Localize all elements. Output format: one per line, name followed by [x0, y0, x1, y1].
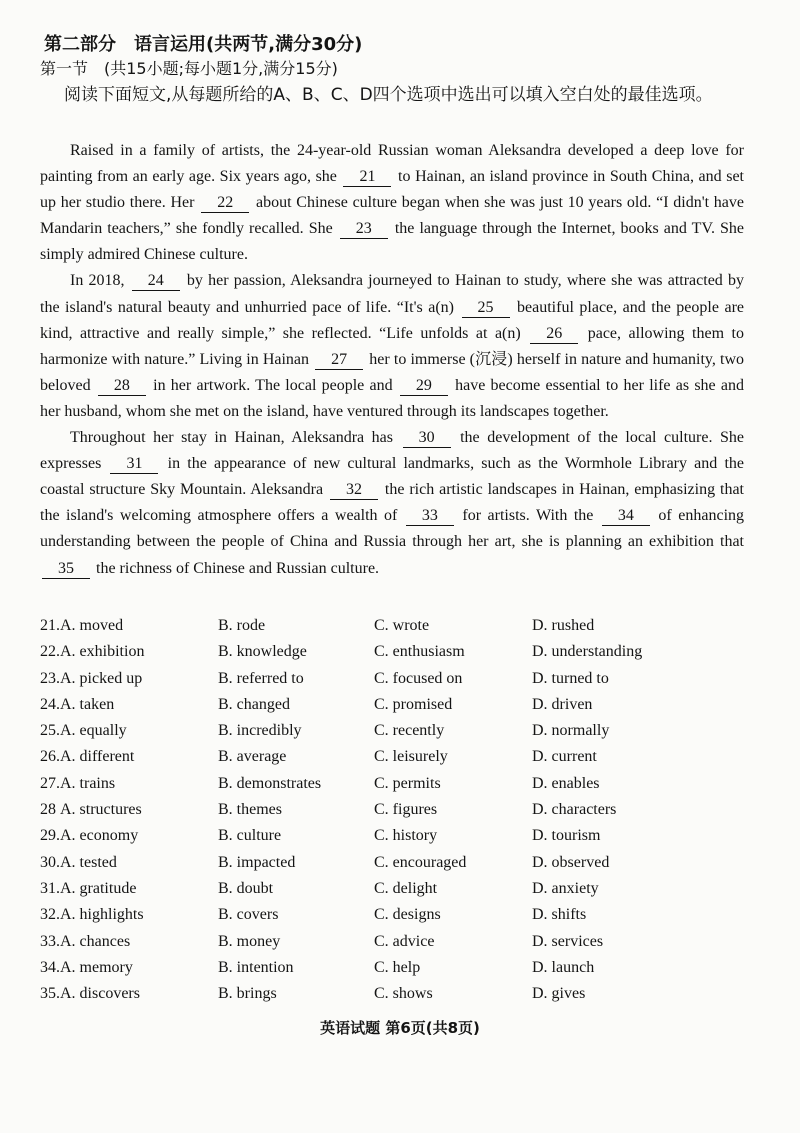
blank-34: 34	[602, 506, 650, 526]
option-row	[40, 719, 760, 745]
option-b: B. covers	[218, 906, 279, 924]
question-number: 23.	[40, 669, 60, 687]
blank-21: 21	[343, 167, 391, 187]
question-number: 34.	[40, 958, 60, 976]
answer-options	[40, 614, 760, 1008]
option-c: C. wrote	[374, 617, 430, 634]
option-d: D. anxiety	[532, 879, 599, 897]
option-row	[40, 798, 760, 824]
option-a: A. highlights	[60, 906, 144, 924]
blank-26: 26	[530, 324, 578, 344]
option-a: A. tested	[60, 853, 117, 871]
option-c: C. permits	[374, 774, 441, 792]
option-b: B. rode	[218, 617, 266, 634]
option-row	[40, 772, 760, 798]
option-b: B. incredibly	[218, 722, 302, 740]
option-c: C. designs	[374, 906, 441, 924]
question-number: 31.	[40, 879, 60, 897]
option-c: C. leisurely	[374, 748, 448, 766]
option-d: D. turned to	[532, 669, 609, 687]
passage-paragraph: Throughout her stay in Hainan, Aleksandra has 30 the development of the local culture. She expresses 31 in the appearance of new cultural landmarks, such as the Wormhole Library and the coastal structure Sky Mountain. Aleksandra 32 the rich artistic landscapes in Hainan, emphasizing that the island's welcoming atmosphere offers a wealth of 33 for artists. With the 34 of enhancing understanding between the people of China and Russia through her art, she is planning an exhibition that 35 the richness of Chinese and Russian culture.	[40, 429, 745, 577]
option-row	[40, 667, 760, 693]
question-number: 24.	[40, 695, 60, 713]
option-d: D. shifts	[532, 906, 587, 924]
question-number: 28	[40, 801, 56, 819]
blank-22: 22	[201, 193, 249, 213]
option-a: A. gratitude	[60, 879, 137, 897]
blank-29: 29	[400, 376, 448, 396]
blank-28: 28	[98, 376, 146, 396]
option-a: A. moved	[60, 617, 124, 634]
instructions: 阅读下面短文,从每题所给的A、B、C、D四个选项中选出可以填入空白处的最佳选项。	[64, 85, 713, 105]
blank-33: 33	[406, 506, 454, 526]
option-b: B. knowledge	[218, 643, 307, 661]
blank-35: 35	[42, 559, 90, 579]
option-a: A. chances	[60, 932, 131, 950]
blank-27: 27	[315, 350, 363, 370]
question-number: 22.	[40, 643, 60, 661]
question-number: 33.	[40, 932, 60, 950]
blank-30: 30	[403, 428, 451, 448]
blank-25: 25	[462, 298, 510, 318]
option-a: A. discovers	[60, 985, 140, 1003]
option-row	[40, 640, 760, 666]
passage-paragraph: Raised in a family of artists, the 24-year-old Russian woman Aleksandra developed a deep love for painting from an early age. Six years ago, she 21 to Hainan, an island province in South China, and set up her studio there. Her 22 about Chinese culture began when she was just 10 years old. “I didn't have Mandarin teachers,” she fondly recalled. She 23 the language through the Internet, books and TV. She simply admired Chinese culture.	[40, 142, 745, 264]
blank-24: 24	[132, 271, 180, 291]
option-c: C. history	[374, 827, 438, 845]
option-d: D. understanding	[532, 643, 643, 661]
option-c: C. promised	[374, 695, 453, 713]
option-row	[40, 903, 760, 929]
option-d: D. driven	[532, 695, 593, 713]
option-b: B. demonstrates	[218, 774, 322, 792]
option-a: A. equally	[60, 722, 127, 740]
cloze-passage	[40, 138, 744, 582]
question-number: 27.	[40, 774, 60, 792]
part-title: 第二部分 语言运用(共两节,满分30分)	[44, 34, 363, 55]
option-row	[40, 930, 760, 956]
option-d: D. enables	[532, 774, 600, 792]
option-b: B. brings	[218, 985, 277, 1003]
option-b: B. changed	[218, 695, 290, 713]
option-c: C. focused on	[374, 669, 463, 687]
option-d: D. observed	[532, 853, 610, 871]
option-c: C. recently	[374, 722, 445, 740]
question-number: 26.	[40, 748, 60, 766]
section-title: 第一节 (共15小题;每小题1分,满分15分)	[40, 59, 338, 78]
option-d: D. gives	[532, 985, 586, 1003]
question-number: 35.	[40, 985, 60, 1003]
blank-23: 23	[340, 219, 388, 239]
option-d: D. launch	[532, 958, 595, 976]
blank-32: 32	[330, 480, 378, 500]
option-b: B. intention	[218, 958, 294, 976]
option-a: A. exhibition	[60, 643, 145, 661]
option-a: A. memory	[60, 958, 133, 976]
option-row	[40, 851, 760, 877]
option-b: B. doubt	[218, 879, 274, 897]
option-row	[40, 614, 760, 640]
option-c: C. encouraged	[374, 853, 467, 871]
option-b: B. impacted	[218, 853, 296, 871]
option-a: A. economy	[60, 827, 139, 845]
option-row	[40, 982, 760, 1008]
option-a: A. trains	[60, 774, 116, 792]
option-c: C. enthusiasm	[374, 643, 465, 661]
option-d: D. normally	[532, 722, 610, 740]
option-a: A. picked up	[60, 669, 143, 687]
option-c: C. figures	[374, 801, 438, 819]
option-b: B. money	[218, 932, 281, 950]
option-c: C. advice	[374, 932, 435, 950]
passage-paragraph: In 2018, 24 by her passion, Aleksandra journeyed to Hainan to study, where she was attracted by the island's natural beauty and unhurried pace of life. “It's a(n) 25 beautiful place, and the people are kind, attractive and really simple,” she reflected. “Life unfolds at a(n) 26 pace, allowing them to harmonize with nature.” Living in Hainan 27 her to immerse (沉浸) herself in nature and humanity, two beloved 28 in her artwork. The local people and 29 have become essential to her life as she and her husband, whom she met on the island, have ventured through its landscapes together.	[40, 272, 745, 420]
option-b: B. culture	[218, 827, 282, 845]
option-c: C. shows	[374, 985, 433, 1003]
question-number: 29.	[40, 827, 60, 845]
option-a: A. structures	[60, 801, 142, 819]
option-d: D. current	[532, 748, 597, 766]
option-row	[40, 956, 760, 982]
option-row	[40, 877, 760, 903]
blank-31: 31	[110, 454, 158, 474]
option-b: B. themes	[218, 801, 282, 819]
question-number: 21.	[40, 617, 60, 634]
option-row	[40, 824, 760, 850]
page-footer: 英语试题 第6页(共8页)	[320, 1019, 480, 1037]
option-d: D. rushed	[532, 617, 595, 634]
option-d: D. characters	[532, 801, 617, 819]
option-c: C. delight	[374, 879, 438, 897]
option-row	[40, 693, 760, 719]
option-b: B. average	[218, 748, 287, 766]
option-a: A. taken	[60, 695, 115, 713]
option-d: D. services	[532, 932, 604, 950]
option-c: C. help	[374, 958, 421, 976]
option-row	[40, 745, 760, 771]
option-b: B. referred to	[218, 669, 304, 687]
option-d: D. tourism	[532, 827, 601, 845]
question-number: 30.	[40, 853, 60, 871]
question-number: 25.	[40, 722, 60, 740]
option-a: A. different	[60, 748, 135, 766]
question-number: 32.	[40, 906, 60, 924]
